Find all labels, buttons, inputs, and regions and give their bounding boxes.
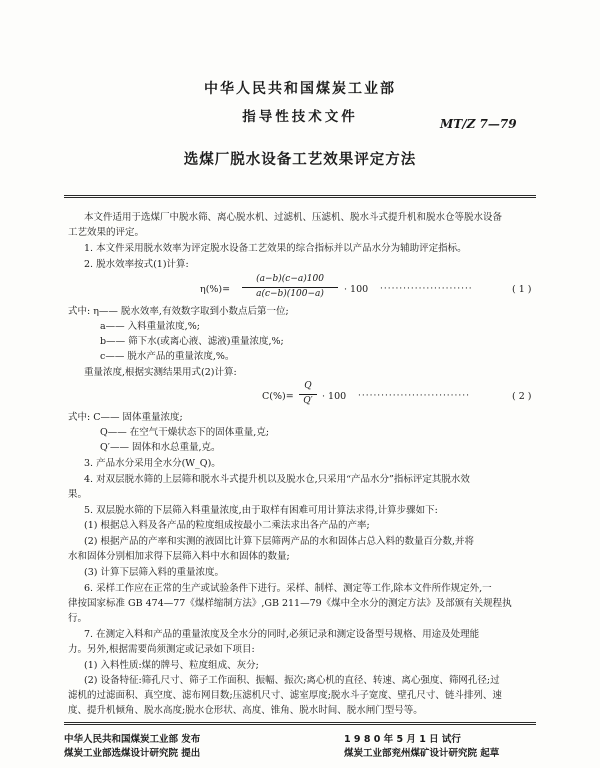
clause-7-line-2: 力。另外,根据需要尚须测定或记录如下项目: bbox=[68, 644, 255, 655]
where1-line-1: 式中: η—— 脱水效率,有效数字取到小数点后第一位; bbox=[68, 306, 289, 317]
clause-6-line-1: 6. 采样工作应在正常的生产或试验条件下进行。采样、制样、测定等工作,除本文件所作规定外,一 bbox=[84, 583, 492, 594]
where1-line-2: a—— 入料重量浓度,%; bbox=[100, 321, 200, 332]
clause-4-line-2: 果。 bbox=[68, 489, 88, 500]
document-type: 指导性技术文件 bbox=[242, 109, 358, 125]
footer-issuer: 中华人民共和国煤炭工业部 发布 bbox=[64, 734, 201, 745]
concentration-intro: 重量浓度,根据实测结果用式(2)计算: bbox=[84, 367, 237, 378]
intro-line-1: 本文件适用于选煤厂中脱水筛、离心脱水机、过滤机、压滤机、脱水斗式提升机和脱水仓等脱水设备 bbox=[84, 212, 503, 223]
where1-line-3: b—— 筛下水(或离心液、滤液)重量浓度,%; bbox=[100, 336, 284, 347]
clause-5-1: (1) 根据总入料及各产品的粒度组成按最小二乘法求出各产品的产率; bbox=[84, 520, 370, 531]
eq1-number: ( 1 ) bbox=[512, 284, 532, 295]
clause-3: 3. 产品水分采用全水分(W_Q)。 bbox=[84, 458, 221, 469]
clause-5-2-line-2: 水和固体分别相加求得下层筛入料中水和固体的数量; bbox=[68, 551, 290, 562]
clause-4-line-1: 4. 对双层脱水筛的上层筛和脱水斗式提升机以及脱水仓,只采用“产品水分”指标评定其脱水效 bbox=[84, 474, 470, 485]
clause-6-line-3: 行。 bbox=[68, 613, 88, 624]
clause-7-2-line-3: 度、提升机倾角、脱水高度;脱水仓形状、高度、锥角、脱水时间、脱水闸门型号等。 bbox=[68, 705, 427, 717]
ministry-name: 中华人民共和国煤炭工业部 bbox=[204, 81, 396, 97]
top-rule bbox=[64, 195, 536, 196]
clause-7-2-line-1: (2) 设备特征:筛孔尺寸、筛子工作面积、振幅、振次;离心机的直径、转速、离心强度、筛网孔径;过 bbox=[84, 675, 500, 686]
eq1-lhs: η(%)= bbox=[200, 284, 231, 295]
clause-7-line-1: 7. 在测定入料和产品的重量浓度及全水分的同时,必须记录和测定设备型号规格、用途及处理能 bbox=[84, 629, 480, 640]
footer-drafter: 煤炭工业部兖州煤矿设计研究院 起草 bbox=[344, 748, 500, 759]
clause-6-line-2: 律按国家标准 GB 474—77《煤样缩制方法》,GB 211—79《煤中全水分的测定方法》及部颁有关规程执 bbox=[68, 598, 512, 609]
clause-5-3: (3) 计算下层筛入料的重量浓度。 bbox=[84, 567, 224, 578]
clause-7-2-line-2: 滤机的过滤面积、真空度、滤布网目数;压滤机尺寸、滤室厚度;脱水斗子宽度、壁孔尺寸、链斗排列、速 bbox=[68, 690, 502, 701]
footer-proposer: 煤炭工业部选煤设计研究院 提出 bbox=[64, 748, 201, 759]
eq2-number: ( 2 ) bbox=[512, 391, 532, 402]
eq2-leader-dots: ····························· bbox=[358, 391, 470, 401]
eq1-tail: · 100 bbox=[344, 284, 369, 295]
where1-line-4: c—— 脱水产品的重量浓度,%。 bbox=[100, 351, 235, 362]
clause-5-2-line-1: (2) 根据产品的产率和实测的液固比计算下层筛两产品的水和固体占总入料的数量百分数,并将 bbox=[84, 536, 474, 547]
eq1-denominator: a(c−b)(100−a) bbox=[256, 289, 324, 299]
clause-2: 2. 脱水效率按式(1)计算: bbox=[84, 259, 189, 270]
where2-line-3: Q′—— 固体和水总重量,克。 bbox=[100, 442, 221, 453]
page-title: 选煤厂脱水设备工艺效果评定方法 bbox=[183, 152, 417, 168]
bottom-rule-secondary bbox=[64, 724, 536, 725]
eq1-fraction-bar bbox=[242, 287, 338, 288]
clause-7-1: (1) 入料性质:煤的牌号、粒度组成、灰分; bbox=[84, 660, 259, 671]
document-code: MT/Z 7—79 bbox=[440, 117, 517, 131]
bottom-rule bbox=[64, 722, 536, 723]
eq1-numerator: (a−b)(c−a)100 bbox=[256, 274, 324, 284]
where2-line-2: Q—— 在空气干燥状态下的固体重量,克; bbox=[100, 427, 270, 438]
clause-5: 5. 双层脱水筛的下层筛入料重量浓度,由于取样有困难可用计算法求得,计算步骤如下: bbox=[84, 505, 438, 516]
eq1-leader-dots: ························ bbox=[380, 284, 473, 294]
eq2-tail: · 100 bbox=[322, 391, 347, 402]
top-rule-secondary bbox=[64, 197, 536, 198]
eq2-fraction-bar bbox=[299, 394, 317, 395]
clause-1: 1. 本文件采用脱水效率为评定脱水设备工艺效果的综合指标并以产品水分为辅助评定指标。 bbox=[84, 243, 467, 254]
eq2-denominator: Q′ bbox=[303, 396, 313, 406]
eq2-lhs: C(%)= bbox=[262, 391, 294, 402]
footer-date: 1 9 8 0 年 5 月 1 日 试行 bbox=[344, 734, 461, 745]
intro-line-2: 工艺效果的评定。 bbox=[68, 227, 145, 238]
eq2-numerator: Q bbox=[304, 381, 312, 391]
where2-line-1: 式中: C—— 固体重量浓度; bbox=[68, 412, 183, 423]
